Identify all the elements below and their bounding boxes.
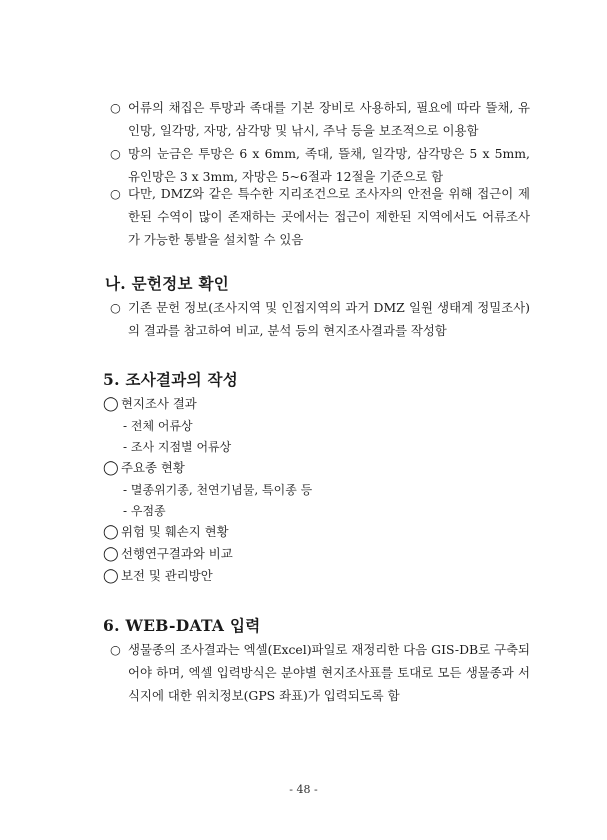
list-item-label: 보전 및 관리방안 bbox=[121, 568, 213, 583]
section-heading-6: 6. WEB-DATA 입력 bbox=[103, 616, 261, 635]
bullet-circle: ◯ bbox=[103, 524, 119, 540]
paragraph-text: 망의 눈금은 투망은 6 x 6mm, 족대, 뜰채, 일각망, 삼각망은 5 x 5mm, 유인망은 3 x 3mm, 자망은 5~6절과 12절을 기준으로 함 bbox=[128, 146, 530, 184]
paragraph-fish-collection bbox=[110, 96, 530, 142]
bullet-circle: ○ bbox=[110, 186, 121, 201]
list-subitem: - 우점종 bbox=[123, 504, 166, 518]
paragraph-dmz-trap bbox=[110, 182, 530, 251]
section-heading-na: 나. 문헌정보 확인 bbox=[105, 274, 230, 293]
paragraph-text: 생물종의 조사결과는 엑셀(Excel)파일로 재정리한 다음 GIS-DB로 구축되어야 하며, 엑셀 입력방식은 분야별 현지조사표를 토대로 모든 생물종과 서식지에 대한 위치정보(GPS 좌표)가 입력되도록 함 bbox=[128, 642, 530, 703]
list-item bbox=[103, 458, 185, 478]
list-item-label: 현지조사 결과 bbox=[121, 396, 197, 411]
list-item bbox=[103, 394, 197, 414]
list-item bbox=[103, 566, 213, 586]
paragraph-text: 어류의 채집은 투망과 족대를 기본 장비로 사용하되, 필요에 따라 뜰채, 유인망, 일각망, 자망, 삼각망 및 낚시, 주낙 등을 보조적으로 이용함 bbox=[128, 100, 530, 138]
bullet-circle: ◯ bbox=[103, 568, 119, 584]
list-item-label: 위험 및 훼손지 현황 bbox=[121, 524, 229, 539]
paragraph-text: 다만, DMZ와 같은 특수한 지리조건으로 조사자의 안전을 위해 접근이 제한된 수역이 많이 존재하는 곳에서는 접근이 제한된 지역에서도 어류조사가 가능한 통발을 설치할 수 있음 bbox=[128, 186, 530, 247]
bullet-circle: ○ bbox=[110, 300, 121, 315]
bullet-circle: ◯ bbox=[103, 396, 119, 412]
list-subitem: - 멸종위기종, 천연기념물, 특이종 등 bbox=[123, 483, 313, 497]
paragraph-text: 기존 문헌 정보(조사지역 및 인접지역의 과거 DMZ 일원 생태계 정밀조사)의 결과를 참고하여 비교, 분석 등의 현지조사결과를 작성함 bbox=[128, 300, 530, 338]
bullet-circle: ◯ bbox=[103, 546, 119, 562]
list-subitem: - 전체 어류상 bbox=[123, 419, 193, 433]
list-item bbox=[103, 522, 229, 542]
list-item-label: 선행연구결과와 비교 bbox=[121, 546, 233, 561]
bullet-circle: ◯ bbox=[103, 460, 119, 476]
list-item bbox=[103, 544, 233, 564]
paragraph-web-data bbox=[110, 638, 530, 707]
bullet-circle: ○ bbox=[110, 146, 121, 161]
paragraph-literature bbox=[110, 296, 530, 342]
bullet-circle: ○ bbox=[110, 100, 121, 115]
page-number: - 48 - bbox=[289, 783, 318, 796]
list-subitem: - 조사 지점별 어류상 bbox=[123, 440, 232, 454]
section-heading-5: 5. 조사결과의 작성 bbox=[103, 370, 239, 389]
bullet-circle: ○ bbox=[110, 642, 121, 657]
list-item-label: 주요종 현황 bbox=[121, 460, 185, 475]
